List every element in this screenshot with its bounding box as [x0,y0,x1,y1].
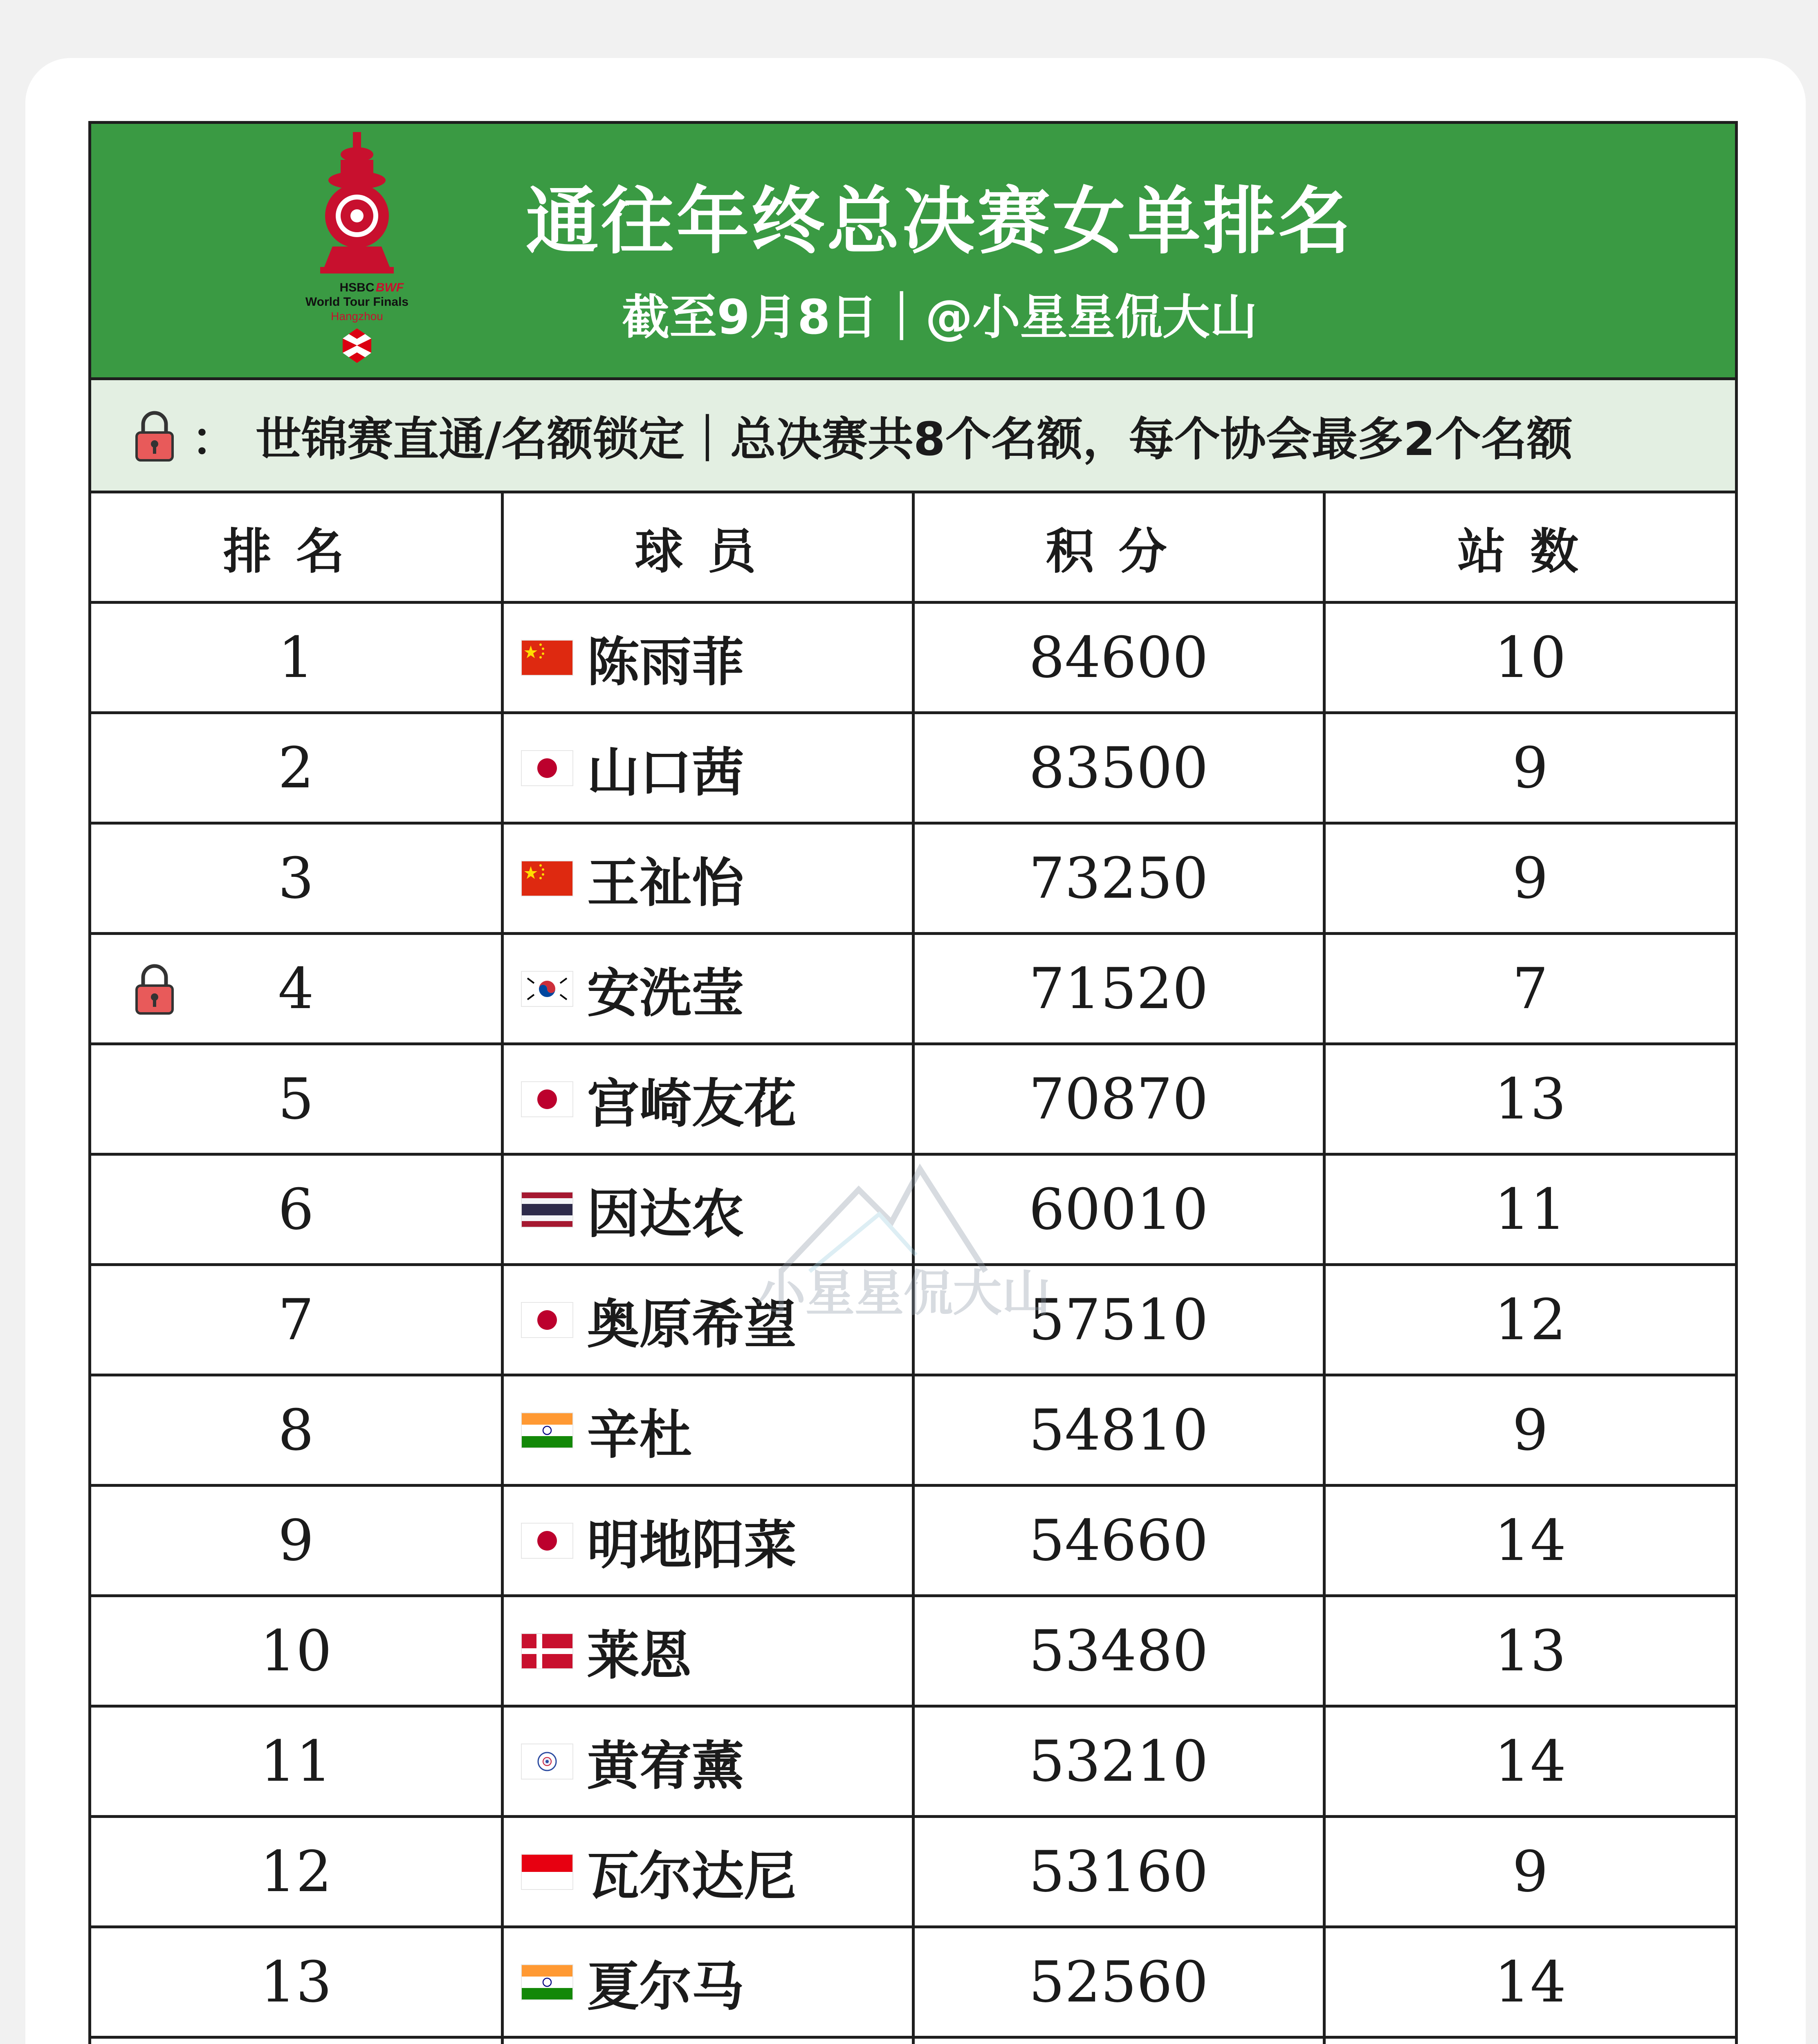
points-cell: 53480 [913,1596,1324,1706]
thailand-flag-icon [522,1192,572,1227]
rank-cell [91,603,502,713]
player-cell [502,934,913,1044]
player-name: 宫崎友花 [587,1073,797,1134]
japan-flag-icon [522,1524,572,1558]
player-name: 安洗莹 [587,963,744,1024]
points-cell: 73250 [913,823,1324,934]
rank-cell [91,1044,502,1154]
rank-value: 8 [278,1397,314,1463]
player-cell [502,1486,913,1596]
player-cell [502,823,913,934]
events-cell: 9 [1324,713,1735,823]
watermark [756,1153,1051,1325]
column-header-events: 站数 [1324,493,1735,603]
points-cell: 54660 [913,1486,1324,1596]
rank-value: 10 [260,1618,332,1684]
rank-value: 6 [278,1177,314,1242]
table-row [91,713,1735,823]
table-row [91,1706,1735,1817]
japan-flag-icon [522,751,572,785]
legend-text: 世锦赛直通/名额锁定｜总决赛共8个名额，每个协会最多2个名额 [256,412,1573,466]
ranking-sheet [88,121,1738,2044]
japan-flag-icon [522,1303,572,1337]
points-cell: 60010 [913,1154,1324,1265]
player-name: 莱恩 [587,1625,692,1686]
events-cell: 14 [1324,1927,1735,2037]
events-cell: 12 [1324,1265,1735,1375]
points-cell: 53210 [913,1706,1324,1817]
points-cell: 52560 [913,1927,1324,2037]
events-cell: 13 [1324,1044,1735,1154]
lock-icon [134,962,175,1015]
rank-cell [91,2037,502,2044]
rank-value: 1 [278,625,314,690]
rank-cell [91,1265,502,1375]
table-row [91,823,1735,934]
rank-value: 4 [278,956,314,1022]
rank-cell [91,1596,502,1706]
table-row [91,1044,1735,1154]
table-row [91,2037,1735,2044]
japan-flag-icon [522,1082,572,1116]
points-cell: 83500 [913,713,1324,823]
points-cell: 53160 [913,1817,1324,1927]
chinese-taipei-flag-icon [522,1744,572,1779]
table-row [91,934,1735,1044]
legend-colon: ： [191,412,237,466]
table-row [91,603,1735,713]
player-name: 奥原希望 [587,1294,797,1355]
rank-value: 12 [260,1839,332,1905]
rank-cell [91,1486,502,1596]
china-flag-icon [522,861,572,896]
player-cell [502,2037,913,2044]
rank-value: 11 [260,1728,332,1794]
events-cell: 10 [1324,603,1735,713]
points-cell: 70870 [913,1044,1324,1154]
table-row [91,1375,1735,1486]
player-cell [502,713,913,823]
points-cell: 71520 [913,934,1324,1044]
points-cell: 54810 [913,1375,1324,1486]
denmark-flag-icon [522,1634,572,1668]
player-cell [502,1927,913,2037]
player-name: 陈雨菲 [587,632,744,693]
legend-note [91,380,1735,493]
svg-text:HSBC: HSBC [339,281,375,294]
points-cell: 84600 [913,603,1324,713]
player-name: 王祉怡 [587,852,744,914]
events-cell: 13 [1324,1596,1735,1706]
rank-value: 2 [278,735,314,801]
events-cell [1324,2037,1735,2044]
player-name: 黄宥薰 [587,1735,744,1797]
rank-cell [91,1706,502,1817]
player-cell [502,1044,913,1154]
points-cell [913,2037,1324,2044]
svg-text:World Tour Finals: World Tour Finals [305,295,409,309]
korea-flag-icon [522,972,572,1006]
points-cell: 57510 [913,1265,1324,1375]
rank-cell [91,1375,502,1486]
events-cell: 14 [1324,1486,1735,1596]
india-flag-icon [522,1965,572,1999]
china-flag-icon [522,641,572,675]
rank-cell [91,1817,502,1927]
rank-cell [91,934,502,1044]
events-cell: 14 [1324,1706,1735,1817]
rank-cell [91,823,502,934]
india-flag-icon [522,1413,572,1448]
page-subtitle: 截至9月8日｜@小星星侃大山 [622,290,1257,345]
table-row [91,1927,1735,2037]
table-row [91,1486,1735,1596]
table-header-row [91,493,1735,603]
indonesia-flag-icon [522,1855,572,1889]
page-title: 通往年终总决赛女单排名 [526,179,1353,264]
player-cell [502,1817,913,1927]
column-header-player: 球员 [502,493,913,603]
rank-value: 5 [278,1066,314,1132]
rank-value: 13 [260,1949,332,2015]
rank-value: 7 [278,1287,314,1353]
rank-value: 9 [278,1508,314,1573]
events-cell: 11 [1324,1154,1735,1265]
rank-cell [91,1927,502,2037]
watermark-text: 小星星侃大山 [756,1265,1051,1322]
rank-value: 3 [278,845,314,911]
player-cell [502,1596,913,1706]
svg-text:BWF: BWF [375,281,404,294]
lock-icon [134,409,175,462]
player-name: 山口茜 [587,742,744,803]
column-header-rank: 排名 [91,493,502,603]
events-cell: 7 [1324,934,1735,1044]
player-name: 夏尔马 [587,1956,744,2017]
table-row [91,1596,1735,1706]
player-name: 瓦尔达尼 [587,1846,797,1907]
rank-cell [91,1154,502,1265]
events-cell: 9 [1324,1375,1735,1486]
player-cell [502,603,913,713]
header-banner [91,124,1735,380]
player-name: 因达农 [587,1183,744,1245]
player-cell [502,1375,913,1486]
svg-text:Hangzhou: Hangzhou [331,310,383,323]
player-name: 明地阳菜 [587,1515,797,1576]
events-cell: 9 [1324,1817,1735,1927]
player-cell [502,1706,913,1817]
table-row [91,1817,1735,1927]
player-name: 辛杜 [587,1404,692,1466]
events-cell: 9 [1324,823,1735,934]
column-header-points: 积分 [913,493,1324,603]
rank-cell [91,713,502,823]
